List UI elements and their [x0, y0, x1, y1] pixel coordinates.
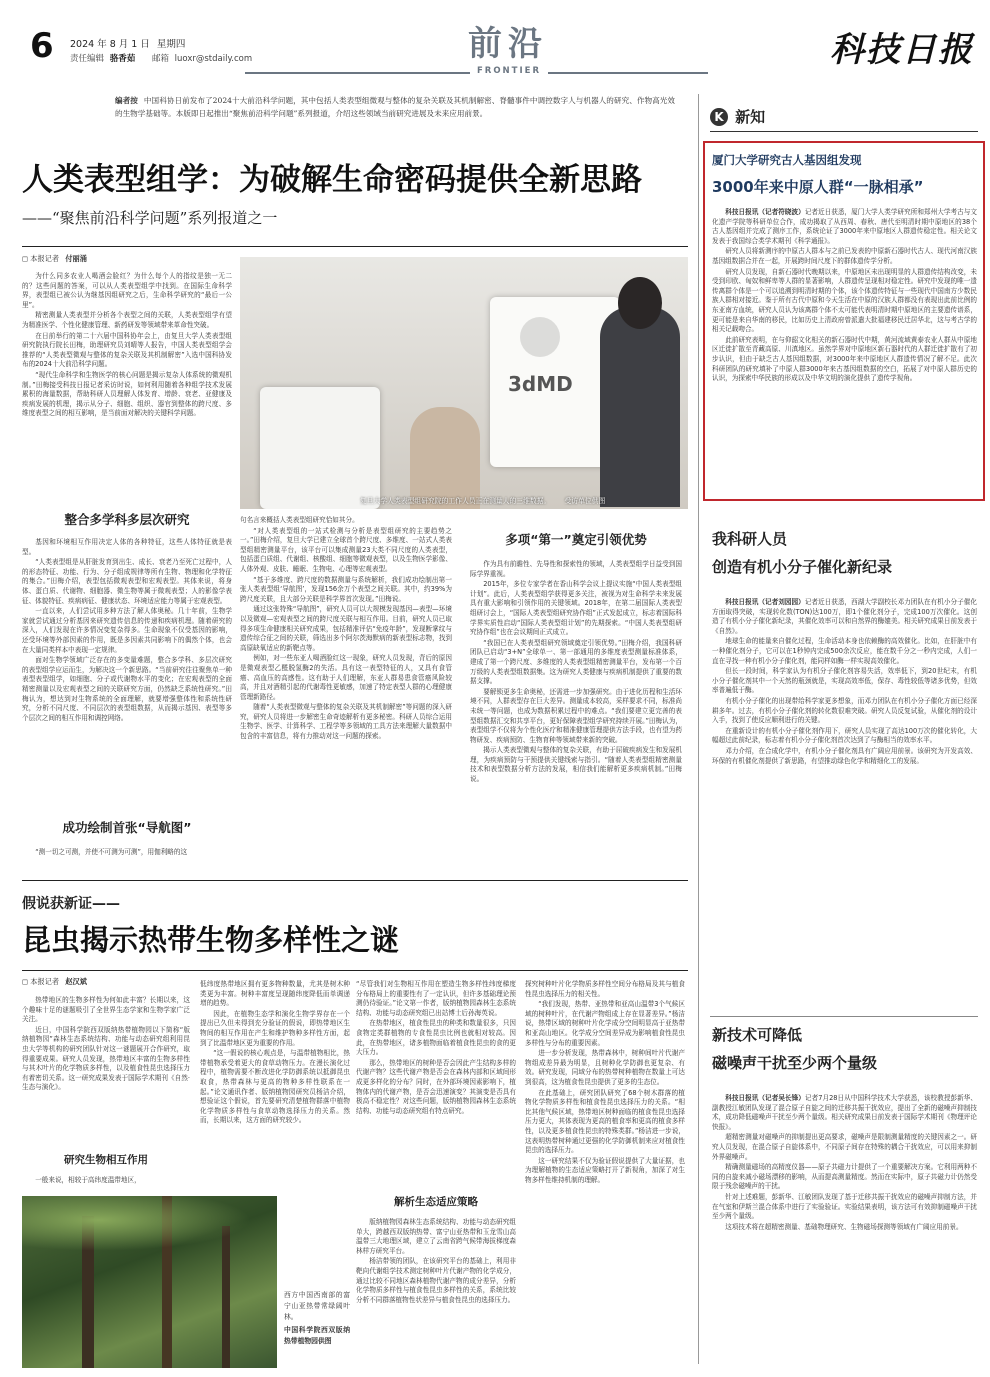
- insect-column-2: [200, 980, 350, 1192]
- paragraph: 随着“人类表型微观与整体的复杂关联及其机制解密”等问题的深入研究，研究人员将进一步解密生命奇迹解析有更多秘密。科研人员综合运用生物学、医学、计算科学、工程学等多领域的工具方法来理解大量数据中包含的丰富信息，将有力推动对这一问题的探索。: [240, 703, 452, 741]
- news1-body: [712, 208, 977, 496]
- insect-section-title-2: 解析生态适应策略: [394, 1196, 478, 1208]
- lead-byline-name: 付丽涌: [65, 254, 87, 263]
- news3-lead: 记者7月28日从中国科学技术大学获悉，该校教授彭新华、副教授江敏团队发现了混合原子自旋之间的迁移共振干扰效应，提出了全新的磁噪声抑制技术，成功降低磁噪声干扰至少两个量级。相关研究成果日前发表于国际学术期刊《物理评论快报》。: [712, 1094, 977, 1131]
- paragraph: 揭示人类表型微观与整体的复杂关联，有助于屈破疾病发生和发展机理，为疾病预防与干预提供关键线索与指引。“随着人类表型组精密测量技术和表型数据分析方法的发展，相信我们能解析更多疾病机制。”田梅说。: [470, 746, 682, 784]
- news2-title1: 我科研人员: [712, 530, 788, 548]
- insect-column-1b: [22, 1176, 190, 1192]
- lead-section-title-2: 成功绘制首张“导航图”: [62, 820, 192, 835]
- right-column-divider: [698, 94, 699, 1364]
- news-divider: [710, 1016, 978, 1017]
- insect-byline: [22, 977, 87, 987]
- camera-rig-left: [260, 387, 380, 509]
- paragraph: 一直以来，人们尝试用多种方法了解人体奥秘。几十年前，生物学家就尝试通过分析基因来研究遗传信息的传递和疾病机理。随着研究的深入，人们发现在许多情况变复杂得多。生命现象不仅受基因的影响，还受环境等外部因素的作用，既是多因素共同影响下的偶然个体，也会在大量同类样本中表现一定规律。: [22, 607, 232, 654]
- masthead: [0, 0, 990, 80]
- photo-caption-text: 复旦大学人类表型组研究院的工作人员正在测量人的三维数据。: [360, 497, 551, 505]
- news3-byline: 科技日报讯（记者吴长锋）: [725, 1094, 805, 1102]
- lead-photo-caption: [360, 495, 688, 505]
- paragraph: 在日前举行的第二十六届中国科协年会上，由复旦大学人类表型组研究院执行院长田梅，助理研究员刘晴等人报告，中国人类表型组学会推荐的“人类表型微观与整体的复杂关联及其机制解密”入选中国科协发布的2024十大前沿科学问题。: [22, 331, 232, 369]
- paragraph: 探究树种叶片化学物质多样性空间分布格局及其与植食性昆虫选择压力的相关性。: [525, 980, 685, 998]
- insect-column-3: [356, 980, 516, 1186]
- paragraph: “基于多维度、跨尺度的数据测量与系统解析，我们成功绘制出第一张人类表型组‘导航图’，发现156余万个表型之间关联。其中，约39%为跨尺度关联，且大部分关联是科学界首次发现。”田梅说。: [240, 575, 452, 603]
- paragraph: 此前研究表明，在与仰韶文化相关的新石器时代中期，黄河流域黄泰农业人群从中原地区迁徙扩散至青藏高原、川滇地区。虽然学界对中原地区新石器时代的人群迁徙扩散有了初步认识，但由于缺乏古人基因组数据，对3000年来中原地区人群遗传情况了解不足。此次科研团队的研究填补了中原人群3000年来古基因组数据的空白，拓展了对中原人群历史的认识，为探索中华民族的形成以及中华文明的演化提供了遗传学视角。: [712, 335, 977, 383]
- paragraph: 研究人员将新测序的中原古人群本与之前已发表的中原新石器时代古人、现代河南汉族基因组数据合并在一起，开展跨时间尺度下的群体遗传学分析。: [712, 247, 977, 265]
- paragraph: 那么，热带地区的树种是否会因此产生结构多样的代谢产物？这些代谢产物是否会在森林内部和区域间形成更多样化的分布？同时，在外部环境因素影响下，植物体内的代谢产物，是否会迅速演变？其演变是否具有极高不稳定性？对这些问题，版纳植物园森林生态系统结构、功能与动态研究组有特点研究。: [356, 1058, 516, 1115]
- insect-headline: 昆虫揭示热带生物多样性之谜: [22, 923, 400, 957]
- paragraph: 因此，在植物生态学和演化生物学界存在一个提出已久但未得到充分验证的假说，即热带地区生物间的相互作用在产生和维护物种多样性方面，起到了比温带地区更为重要的作用。: [200, 1009, 350, 1047]
- seated-person: [410, 407, 480, 509]
- editor-note-label: 编者按: [115, 96, 138, 105]
- paragraph: 超精密测量对磁噪声的抑制提出更高要求，磁噪声是限制测量精度的关键因素之一。研究人员发现，在混合原子自旋体系中，不同原子间存在特殊的耦合干扰效应，可以用来抑制外界磁噪声。: [712, 1133, 977, 1161]
- section-subtitle: FRONTIER: [476, 66, 541, 76]
- news3-title1: 新技术可降低: [712, 1026, 803, 1044]
- xinzhi-header: [710, 106, 765, 128]
- lead-section-title-1: 整合多学科多层次研究: [64, 512, 190, 527]
- paragraph: “我们发现，热带、亚热带和亚高山温带3个气候区域的树种叶片，在代谢产物组成上存在显著差异。”杨洁说，热带区域的树种叶片化学成分空间明显高于亚热带和亚高山地区。化学成分空间差异成为影响植食性昆虫多样性与分布的重要因素。: [525, 1000, 685, 1047]
- lead-section-title-3: 多项“第一”奠定引领优势: [505, 532, 647, 547]
- paragraph: 在重新设计的有机小分子催化剂作用下，研究人员实现了高达100万次的催化转化，大幅超过此前纪录，标志着有机小分子催化剂首次达到了与酶相当的效率水平。: [712, 726, 977, 745]
- insect-column-1: [22, 996, 190, 1148]
- issue-weekday: 星期四: [156, 39, 186, 50]
- lead-section-2: [22, 848, 232, 868]
- divider-lead-top: [22, 246, 688, 247]
- section-title: 前沿: [468, 24, 548, 64]
- paragraph: 在此基础上，研究团队研究了68个树木群落的植物化学物质多样性和植食性昆虫选择压力的关系。“相比其他气候区域，热带地区树种面临的植食性昆虫选择压力更大，其体表现为更高的植食率和更高的植食多样性，以及更多植食性昆虫的特殊类群。”杨洁进一步说，这表明热带树种通过更强的化学防御机制来应对植食性昆虫的选择压力。: [525, 1088, 685, 1155]
- paragraph: 面对生物学领域广泛存在的多变量难题，整合多学科、多层次研究的表型组学应运而生，为解决这一个新思路。“当前研究往往聚焦单一种表型表型组学，如细胞、分子或代谢物水平的变化；在宏观表型的全面精密测量以及宏观表型之间的关联研究方面，仍然缺乏系统性研究。”田梅认为，想达到对生物系统的全面理解，就要增强整体性和系统性研究，分析不同尺度、不同层次的表型组数据，从而揭示基因、表型等多个层次之间的相互作用和调控网络。: [22, 656, 232, 722]
- news2-body: [712, 598, 977, 1008]
- paragraph: 2015年，多位专家学者在香山科学会议上提议实施“中国人类表型组计划”。此后，人类表型组学获得更多关注，被视为对生命科学未来发展具有重大影响和引领作用的关键领域。2018年，在第二届国际人类表型组研讨会上，“国际人类表型组研究协作组”正式发起成立，标志着国际科学界实质性启动“国际人类表型组计划”的先期探索。“中国人类表型组研究协作组”也在会议期间正式成立。: [470, 580, 682, 637]
- k-logo-icon: K: [710, 108, 728, 126]
- paragraph: 为什么同多农业人喝酒会脸红？为什么每个人的指纹是独一无二的？这些问题的答案，可以从人类表型组学中找到。在国际生命科学界，表型组已被公认为继基因组研究之后，生命科学研究的“最后一公里”。: [22, 272, 232, 309]
- paragraph: 这一研究结果不仅为验证假说提供了大量证据，也为理解植物的生态适应策略打开了新视角，加深了对生物多样性维持机制的理解。: [525, 1156, 685, 1184]
- insect-section-title-1: 研究生物相互作用: [64, 1154, 148, 1166]
- paragraph: “我国已在人类表型组研究领域奠定引领优势。”田梅介绍，我国科研团队已启动“3+N”全球单一、第一部通用的多维度表型测量标准体系，建成了第一个跨尺度、多维度的人类表型组精密测量平台，发布第一个百万级的人类表型组数据集。这为研究人类健康与疾病机制提供了重要的数据支撑。: [470, 638, 682, 686]
- lead-byline: [22, 254, 87, 264]
- paragraph: 地球生命的能量来自催化过程，生命活动本身也依赖酶的高效催化。比如，在肝脏中有一种催化剂分子，它可以在1秒钟内完成500余次反应，能在数千分之一秒内完成，人们一直在寻找一种有机小分子催化剂，能同样如酶一样实现高效催化。: [712, 637, 977, 665]
- square-icon: ◻: [22, 977, 28, 986]
- square-icon: ◻: [22, 254, 28, 263]
- issue-date: 2024 年 8 月 1 日: [70, 39, 150, 50]
- paragraph: [712, 208, 977, 246]
- news3-title2: 磁噪声干扰至少两个量级: [712, 1054, 878, 1072]
- paragraph: 句名言来概括人类表型组研究恰如其分。: [240, 516, 359, 524]
- news2-lead: 记者近日获悉，西湖大学副校长邓力团队在有机小分子催化方面取得突破，实现转化数(TON)达100万，即1个催化剂分子，完成100万次催化。这创造了有机小分子催化新纪录，其催化效率可以和自然界的酶媲美。相关研究成果日前发表于《自然》。: [712, 598, 977, 635]
- paragraph: 一般来说，相较于高纬度温带地区，: [35, 1176, 141, 1184]
- forest-caption-credit: 中国科学院西双版纳热带植物园供图: [284, 1326, 350, 1345]
- insect-byline-name: 赵汉斌: [65, 977, 87, 986]
- editor-note: [115, 94, 675, 120]
- paragraph: 有机小分子催化的出现带给科学家更多想象，而邓力团队在有机小分子催化方面已经深耕多年。过去，有机小分子催化剂的转化数很难突破。研究人员反复试验，从催化剂的设计入手，找到了使反应顺利进行的关键。: [712, 696, 977, 725]
- insect-column-4: [525, 980, 685, 1368]
- paragraph: “尽管我们对生物相互作用在塑造生物多样性纬度梯度分布格局上的重要性有了一定认识，但许多基础理论预测仍待验证。”论文第一作者，版纳植物园森林生态系统结构、功能与动态研究组已出站博士后孙海英说。: [356, 980, 516, 1017]
- news1-byline: 科技日报讯（记者符晓波）: [725, 208, 805, 216]
- editor-line: [70, 52, 252, 64]
- lead-subheadline: ——“聚焦前沿科学问题”系列报道之一: [22, 209, 278, 227]
- paragraph: 要解锁更多生命奥秘，还需进一步加强研究。由于进化历程和生活环境不同，人群表型存在巨大差异。测量成本较高，采样要求不同，标准尚未统一等问题，也成为数据积累过程中的难点。“我们要建立更完善的表型组数据汇交和共享平台，更好保障表型组学研究持续开展。”田梅认为，表型组学不仅将为个性化医疗和精准健康管理提供方法手段，也有望为药物研发、疾病预防、生物育种等领域带来新的突破。: [470, 687, 682, 744]
- divider-insect-top: [22, 970, 688, 971]
- paragraph: 作为具有前瞻性、先导性和探索性的领域，人类表型组学日益受到国际学界重视。: [470, 560, 682, 578]
- photo-credit: 受访单位供图: [564, 497, 606, 505]
- paragraph: 例如，对一些东亚人喝酒脸红这一现象，研究人员发现，背后的原因是微观表型乙醛脱氢酶2的失活。具有这一表型特征的人，又具有食管癌、高血压的高感性。这有助于人们理解，东亚人群易患食管癌风险较高，并且对酒精引起的代谢毒性更敏感，加速了特定表型人群的心理健康管理新路径。: [240, 654, 452, 701]
- xinzhi-title: 新知: [735, 108, 766, 126]
- foliage: [22, 1196, 277, 1256]
- paragraph: 低纬度热带地区拥有更多物种数量，尤其是树木种类更为丰富。树种丰富度呈现随纬度降低而单调递增的趋势。: [200, 980, 350, 1008]
- lead-section-1: [22, 538, 232, 814]
- issue-date-line: [70, 36, 185, 50]
- editor-note-text: 中国科协日前发布了2024十大前沿科学问题，其中包括人类表型组微观与整体的复杂关联及其机制解密、脊髓事件中调控数字人与机器人的研究、作物高光效的生物学基础等。本版即日起推出“聚焦前沿科学问题”系列报道，介绍这些领域当前研究进展及未来应用前景。: [115, 96, 675, 118]
- paragraph: “测一切之可测，并使不可测为可测”，用伽利略的这: [35, 848, 188, 856]
- editor-label: 责任编辑: [70, 54, 105, 64]
- lead-intro: [22, 272, 232, 500]
- paragraph: 针对上述难题，彭新华、江敏团队发现了基于迁移共振干扰效应的磁噪声抑制方法，并在气室和伊斯兰混合体系中进行了实验验证。实验结果表明，该方法可有效抑制磁噪声干扰至少两个量级。: [712, 1192, 977, 1221]
- paragraph: 研究人员发现，自新石器时代晚期以来，中原地区未出现明显的人群遗传结构改变，未受到印欧、匈奴和鲜卑等人群的显著影响，人群遗传呈现相对稳定性。研究中发现的唯一遗传离群个体是一个可以追溯到明清时期的个体，该个体遗传特征与一些现代中国南方少数民族人群相对接近。鉴于所有古代中原和今天生活在中原的汉族人群都没有表现出此前比例的东亚南方血统，研究人员认为该离群个体不太可能代表明清时期中原地区的主要遗传谱系，更可能是来自华南的移民，比如历史上清政府曾派遣大批福建移民迁居华北，这与考古学的相关记载吻合。: [712, 267, 977, 334]
- paragraph: 精确测量磁场的高精度仪器——原子共磁力计提供了一个重要解决方案。它利用两种不同的自旋来减小磁场漂移的影响，从而提高测量精度。然而在实际中，原子共磁力计仍然受限于残余磁噪声的干扰。: [712, 1163, 977, 1191]
- forest-photo-caption: [284, 1290, 350, 1347]
- news1-lead: 记者近日获悉，厦门大学人类学研究所和郑州大学考古与文化遗产学院等科研单位合作，成功揭取了从西周、春秋、唐代至明清时期中原地区的38个古人基因组并完成了测序工作，系统论证了3000年来中原地区人群遗传稳定性。相关论文发表于我国综合类学术期刊《科学通报》。: [712, 208, 977, 245]
- paper-logo: 科技日报: [830, 30, 974, 70]
- insect-byline-prefix: 本报记者: [30, 977, 60, 986]
- divider-lead-bottom: [22, 880, 688, 881]
- paragraph: “人类表型组是从肝脏发育到出生、成长、衰老乃至死亡过程中，人的形态特征、功能、行为、分子组成规律等所有生物、物理和化学特征的集合。”田梅介绍，表型包括微观表型和宏观表型。其体来说，将身体、蛋白质、代谢物、细胞器、微生物等属于微观表型；人的影像学表征、体貌特征、疾病病征、健康状态、环境适应能力等属于宏观表型。: [22, 558, 232, 605]
- news2-title2: 创造有机小分子催化新纪录: [712, 558, 893, 576]
- editor-name: 骆香茹: [109, 54, 136, 64]
- lamp-head: [520, 317, 560, 357]
- paragraph: 杨洁带领的团队，在该研究平台的基础上，利用非靶向代谢组学技术测定树种叶片代谢产物的化学成分，通过比较不同地区森林植物代谢产物的成分差异，分析化学物质多样性与植食性昆虫多样性的关系，系统比较分析不同群落植物性状差异与植食性昆虫的选择压力。: [356, 1257, 516, 1304]
- paragraph: [712, 598, 977, 636]
- lead-byline-prefix: 本报记者: [30, 254, 60, 263]
- paragraph: 精密测量人类表型并分析各个表型之间的关联，人类表型组学有望为精准医学、个性化健康管理、新药研发等领域带来革命性突破。: [22, 311, 232, 329]
- section-rule-left: [245, 72, 470, 74]
- forest-photo: [22, 1196, 277, 1368]
- paragraph: 通过这张特殊“导航图”，研究人员可以大规模发现基因—表型—环境以及微观—宏观表型之间的跨尺度关联与相互作用。目前，研究人员已取得多项生命健康相关研究成果，包括精准评估“免疫年龄”，发现断掌纹与遗传综合征之间的关联，筛选出多个阿尔茨海默病的新表型标志物，找到高原缺氧适应的新靶点等。: [240, 605, 452, 652]
- lead-photo: [240, 257, 688, 509]
- insect-kicker: 假说获新证——: [22, 896, 120, 912]
- lead-column-2: [240, 516, 452, 868]
- news2-byline: 科技日报讯（记者刘园园）: [725, 598, 805, 606]
- paragraph: 这项技术将在超精密测量、基础物理研究、生物磁场探测等领域有广阔应用前景。: [725, 1222, 963, 1231]
- section-rule-right: [548, 72, 708, 74]
- paragraph: 近日，中国科学院西双版纳热带植物园以下简称“版纳植物园”森林生态系统结构、功能与动态研究组利用昆虫大学等机构的研究团队针对这一谜题展开合作研究，取得重要成果。研究人员发现，热带地区丰富的生物多样性与其木叶片的化学物质多样性，以及植食性昆虫选择压力有着密切关系。这一研究成果发表于国际学术期刊《自然·生态与演化》。: [22, 1025, 190, 1092]
- lead-headline: 人类表型组学：为破解生命密码提供全新思路: [22, 162, 642, 198]
- insect-column-3b: [356, 1218, 516, 1368]
- paragraph: 版纳植物园森林生态系统结构、功能与动态研究组单大，跨越西双版纳热带、富宁山亚热带和玉龙雪山高温带三大地理区域，建立了云南省跨气候带海拔梯度森林样方研究平台。: [356, 1218, 516, 1255]
- forest-caption-text: 西方中国西南部的富宁山亚热带常绿阔叶林。: [284, 1291, 350, 1321]
- email-address: luoxr@stdaily.com: [174, 54, 253, 64]
- paragraph: [712, 1094, 977, 1132]
- paragraph: “现代生命科学和生物医学的核心问题是揭示复杂人体系统的微观机制。”田梅接受科技日报记者采访时说，如何利用随着各种组学技术发展累积的海量数据，帮助科研人员理解人体发育、增龄、衰老、亚健康及疾病发展的机理，揭示从分子、细胞、组织、器官到整体的跨尺度、多维度表型之间的相互影响，是当前面对解决的关键科学问题。: [22, 370, 232, 418]
- lead-column-3: [470, 560, 682, 868]
- paragraph: 但长一段时间，科学家认为有机分子催化剂容易失活，效率低下，到20世纪末，有机小分子催化剂其中一个天然的瓶颈就是，实现高效率低，保存、毒性较低等诸多优势，但效率普遍低于酶。: [712, 667, 977, 695]
- paragraph: 热带地区的生物多样性为何如此丰富？长期以来，这个趣味十足的谜题吸引了全世界生态学家和生物学家广泛关注。: [22, 996, 190, 1024]
- paragraph: 邓力介绍，在合成化学中，有机小分子催化剂具有广阔应用前景。该研究为开发高效、环保的有机催化剂提供了新思路，有望推动绿色化学和精细化工的发展。: [712, 746, 977, 765]
- worker-head: [618, 277, 662, 329]
- paragraph: “这一假说的核心观点是，与温带植物相比，热带植物承受着更大的食草动物压力。在漫长演化过程中，植物需要不断改进化学防御系统以抵御昆虫取食，热带森林与更高的物种多样性联系在一起。”论文通讯作者、版纳植物园研究员杨洁介绍，想验证这个假说，首先要研究清楚植物群落中植物化学物质多样性与食草动物选择压力的关系。然而，长期以来，这方面的研究较少。: [200, 1049, 350, 1125]
- paragraph: “对人类表型组的一站式检测与分析是表型组研究的主要趋势之一。”田梅介绍，复旦大学已建立全球首个跨尺度、多维度、一站式人类表型组精密测量平台，该平台可以集成测量23大类不同尺度的人类表型，包括蛋白质组、代谢组、核酸组、细胞等微观表型，以及生物医学影像、人体外观、皮肤、睡眠、生物电、心理等宏观表型。: [240, 526, 452, 573]
- page-number: 6: [30, 26, 54, 66]
- paragraph: 基因和环境相互作用决定人体的各种特征，这些人体特征就是表型。: [22, 538, 232, 556]
- rig-label: 3dMD: [508, 372, 573, 396]
- news1-title2: 3000年来中原人群“一脉相承”: [712, 178, 924, 196]
- worker-figure: [600, 307, 680, 507]
- email-label: 邮箱: [151, 54, 169, 64]
- news1-title1: 厦门大学研究古人基因组发现: [712, 153, 862, 167]
- paragraph: 进一步分析发现，热带森林中，树种间叶片代谢产物组成差异最为明显，且树种化学防御也更复杂、有效。研究发现，同域分布的热带树种植物在数量上可达到很高，这为植食性昆虫提供了更多的生态位。: [525, 1049, 685, 1086]
- xinzhi-rule: [710, 131, 978, 132]
- paragraph: 在热带地区，植食性昆虫的种类和数量很多，只因食物定类群植物的专食性昆虫比例也就相对较高。因此，在热带地区，诸多植物面临着植食性昆虫的食的更大压力。: [356, 1019, 516, 1057]
- news3-body: [712, 1094, 977, 1366]
